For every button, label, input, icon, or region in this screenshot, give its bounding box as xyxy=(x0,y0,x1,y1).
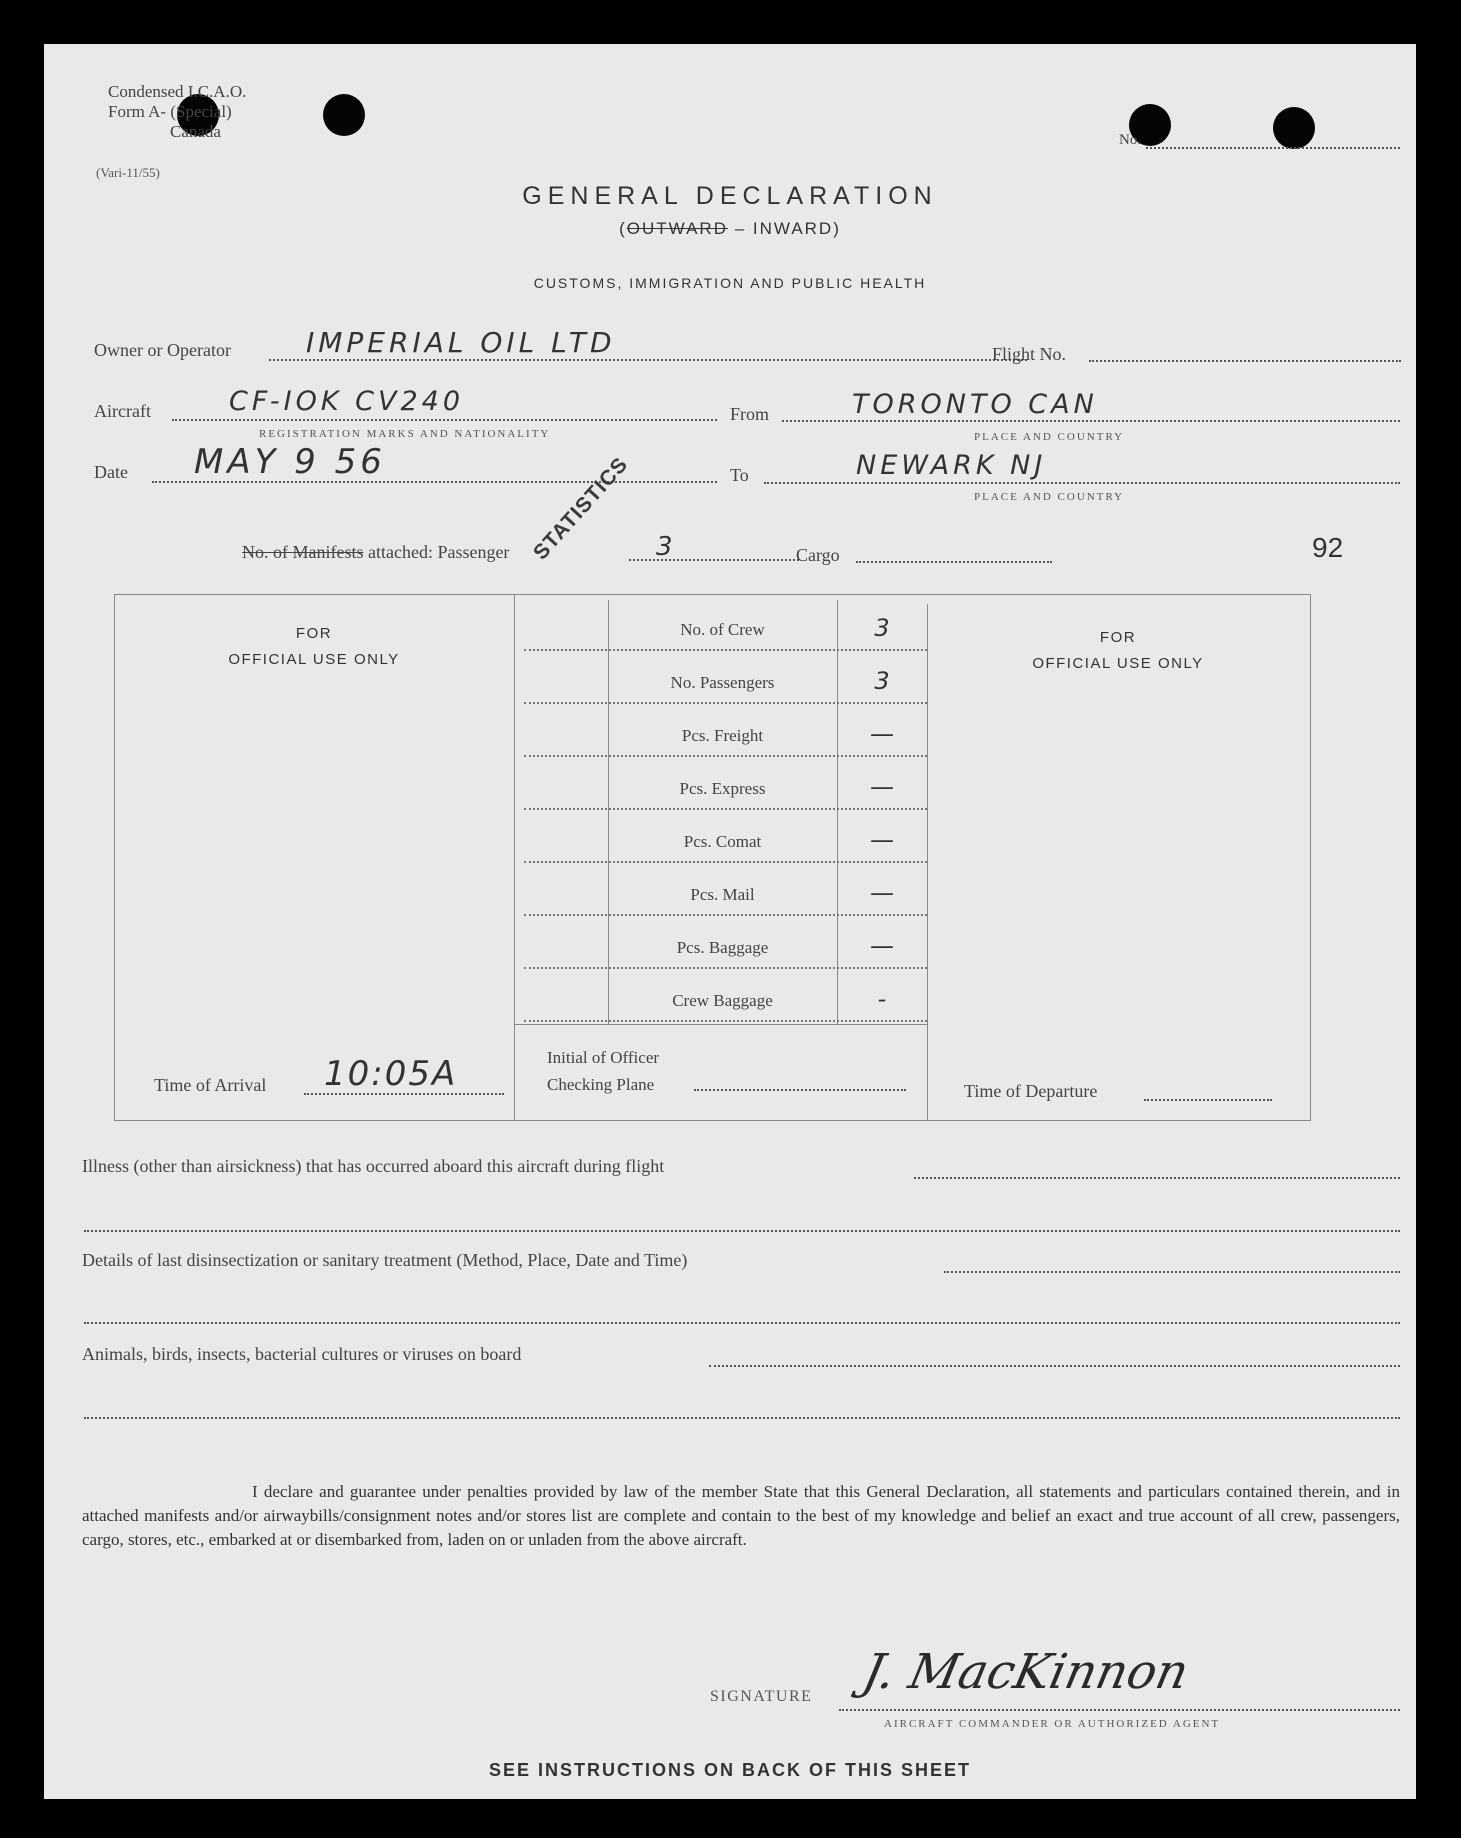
declaration-text: I declare and guarantee under penalties provided by law of the member State that this General Declaration, all statements and particulars contained therein, and in attached manifests and/or airwaybills/consignment notes and/or stores list are complete and contain to the best of my knowledge and belief an exact and true account of all crew, passengers, cargo, stores, etc., embarked at or disembarked from, laden on or unladen from the above aircraft. xyxy=(82,1482,1400,1549)
footer-instructions: SEE INSTRUCTIONS ON BACK OF THIS SHEET xyxy=(488,1760,972,1780)
aircraft-value: CF-IOK CV240 xyxy=(229,386,465,417)
form-line: Form A- (Special) xyxy=(108,102,232,121)
manifests-label xyxy=(242,542,509,563)
table-row-separator xyxy=(524,967,927,969)
passenger-manifest-value: 3 xyxy=(656,532,677,562)
table-row-label: Pcs. Express xyxy=(679,779,766,798)
subtitle-open: ( xyxy=(619,219,627,238)
condensed-line: Condensed I.C.A.O. xyxy=(108,82,247,101)
subtitle-rest: – INWARD) xyxy=(728,219,841,238)
subtitle-outward-struck: OUTWARD xyxy=(626,219,728,238)
aircraft-line xyxy=(172,419,717,421)
number-label: No. xyxy=(1119,132,1142,148)
table-row-value: — xyxy=(870,720,898,748)
cargo-label: Cargo xyxy=(796,545,840,565)
departure-line xyxy=(1144,1099,1272,1101)
table-row-label: No. of Crew xyxy=(680,620,765,639)
initial-line xyxy=(694,1089,906,1091)
form-sheet xyxy=(44,44,1416,1799)
from-line xyxy=(782,420,1400,422)
table-divider-right xyxy=(927,604,928,1121)
right-heading-line-1: FOR xyxy=(1099,629,1137,646)
passenger-manifest-line xyxy=(629,559,799,561)
arrival-label: Time of Arrival xyxy=(154,1075,267,1095)
table-row-label: Pcs. Freight xyxy=(681,726,764,745)
table-row-value: — xyxy=(870,932,898,960)
page-subheading: CUSTOMS, IMMIGRATION AND PUBLIC HEALTH xyxy=(533,275,927,291)
table-row-separator xyxy=(524,808,927,810)
table-row-value: 3 xyxy=(874,667,894,695)
initial-of-officer xyxy=(547,1044,659,1098)
page-title: GENERAL DECLARATION xyxy=(522,182,938,210)
table-row-value: — xyxy=(870,826,898,854)
date-value: MAY 9 56 xyxy=(194,442,386,482)
initial-label-2: Checking Plane xyxy=(547,1075,655,1094)
signature-line xyxy=(839,1709,1400,1711)
punch-hole xyxy=(323,94,365,136)
signature-caption: AIRCRAFT COMMANDER OR AUTHORIZED AGENT xyxy=(884,1718,1221,1730)
signature-label: SIGNATURE xyxy=(710,1688,813,1705)
table-row-label: No. Passengers xyxy=(670,673,775,692)
table-row-value: - xyxy=(877,985,891,1013)
table-row-separator xyxy=(524,914,927,916)
table-row-label: Pcs. Comat xyxy=(683,832,762,851)
left-heading-line-2: OFFICIAL USE ONLY xyxy=(228,651,400,668)
signature-value: J. MacKinnon xyxy=(858,1644,1194,1700)
illness-question: Illness (other than airsickness) that has occurred aboard this aircraft during flight xyxy=(82,1156,665,1176)
table-row-separator xyxy=(524,755,927,757)
initial-label-1: Initial of Officer xyxy=(547,1048,660,1067)
owner-value: IMPERIAL OIL LTD xyxy=(306,326,616,359)
departure-label: Time of Departure xyxy=(964,1081,1098,1101)
to-label: To xyxy=(730,465,749,485)
table-row-label: Pcs. Baggage xyxy=(676,938,769,957)
left-heading-line-1: FOR xyxy=(295,625,333,642)
manifests-rest: attached: Passenger xyxy=(363,542,510,562)
table-row-label: Crew Baggage xyxy=(672,991,773,1010)
page-subtitle xyxy=(44,219,1416,239)
table-row-separator xyxy=(524,649,927,651)
right-heading-line-2: OFFICIAL USE ONLY xyxy=(1032,655,1204,672)
aircraft-caption: REGISTRATION MARKS AND NATIONALITY xyxy=(259,428,551,440)
flight-label: Flight No. xyxy=(992,344,1067,364)
illness-line-1 xyxy=(914,1177,1400,1179)
table-row-value: — xyxy=(870,879,898,907)
table-row-value: 3 xyxy=(874,614,894,642)
table-row-separator xyxy=(524,1020,927,1022)
manifests-struck: No. of Manifests xyxy=(242,542,364,562)
to-caption: PLACE AND COUNTRY xyxy=(974,491,1125,503)
animals-question: Animals, birds, insects, bacterial cultures or viruses on board xyxy=(82,1344,522,1364)
aircraft-label: Aircraft xyxy=(94,401,151,421)
to-value: NEWARK NJ xyxy=(856,450,1047,481)
table-row-label: Pcs. Mail xyxy=(690,885,755,904)
form-version: (Vari-11/55) xyxy=(96,165,160,180)
date-label: Date xyxy=(94,462,128,482)
flight-line xyxy=(1089,360,1401,362)
from-caption: PLACE AND COUNTRY xyxy=(974,431,1125,443)
number-line xyxy=(1146,147,1400,149)
table-column-line xyxy=(837,600,838,1024)
table-row-separator xyxy=(524,702,927,704)
right-official-heading xyxy=(927,625,1309,677)
owner-line xyxy=(269,359,1027,361)
illness-line-2 xyxy=(84,1230,1400,1232)
form-identifier xyxy=(108,82,246,142)
statistics-stamp: STATISTICS xyxy=(529,452,633,565)
table-divider-left xyxy=(514,594,515,1121)
left-official-heading xyxy=(114,621,514,673)
table-row-separator xyxy=(524,861,927,863)
table-row-value: — xyxy=(870,773,898,801)
page-number: 92 xyxy=(1312,532,1344,563)
animals-line-2 xyxy=(84,1417,1400,1419)
punch-hole xyxy=(1273,107,1315,149)
animals-line-1 xyxy=(709,1365,1400,1367)
owner-label: Owner or Operator xyxy=(94,340,231,360)
from-value: TORONTO CAN xyxy=(852,389,1098,420)
table-column-line xyxy=(608,600,609,1024)
cargo-line xyxy=(856,561,1052,563)
from-label: From xyxy=(730,404,770,424)
disinsect-line-1 xyxy=(944,1271,1400,1273)
disinsect-question: Details of last disinsectization or sanitary treatment (Method, Place, Date and Time) xyxy=(82,1250,688,1270)
arrival-value: 10:05A xyxy=(324,1054,458,1094)
disinsect-line-2 xyxy=(84,1322,1400,1324)
to-line xyxy=(764,482,1400,484)
table-row-bottom xyxy=(514,1024,927,1025)
country-line: Canada xyxy=(170,122,221,141)
